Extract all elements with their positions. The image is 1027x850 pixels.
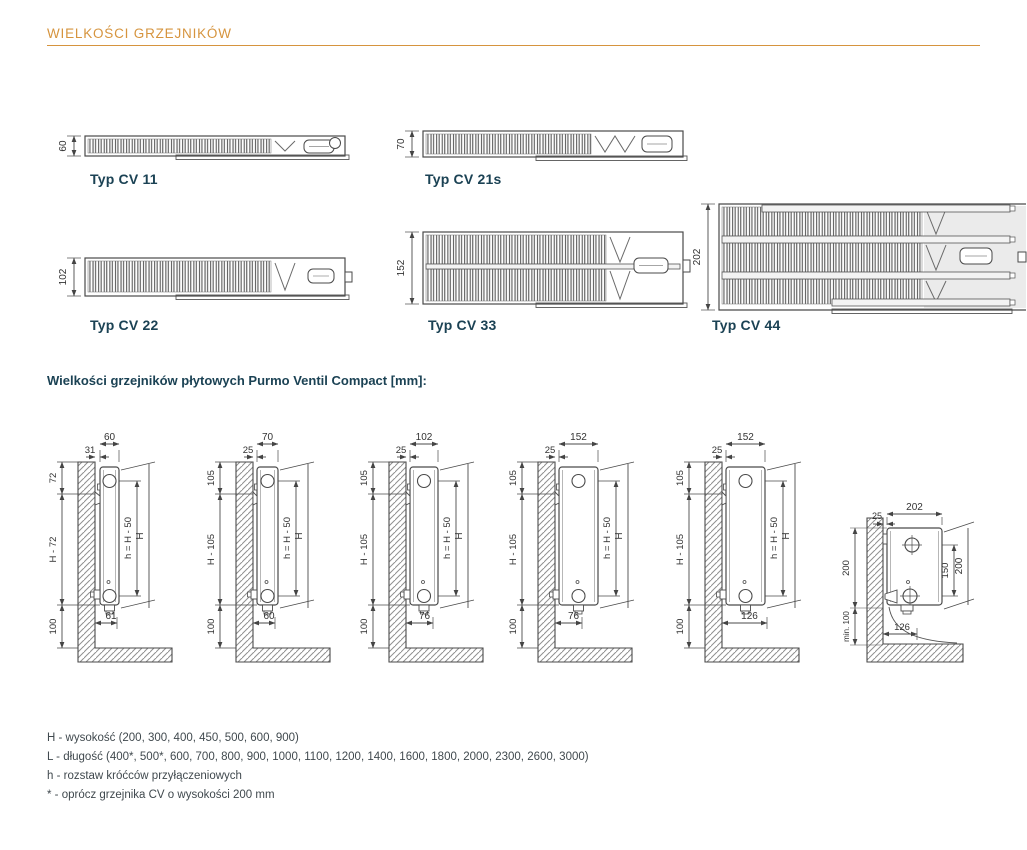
dimension-label: 60: [58, 140, 69, 152]
dimension-label: 105: [359, 470, 370, 486]
section-title: Wielkości grzejników płytowych Purmo Ventil Compact [mm]:: [47, 373, 427, 388]
dimension-label: 100: [675, 618, 686, 635]
dimension-label: 31: [84, 445, 96, 456]
dimension-label: H: [294, 532, 305, 540]
end-cap-circle: [330, 138, 341, 149]
dimension-label: h = H - 50: [282, 517, 293, 559]
corner-view-diagram: [841, 466, 1022, 691]
dimension-label: 152: [570, 432, 587, 443]
dimension-label: H - 105: [675, 533, 686, 566]
dimension-label: h = H - 50: [602, 517, 613, 559]
cross-section-cv22: [58, 254, 350, 318]
dimension-label: h = H - 50: [123, 517, 134, 559]
dimension-label: h = H - 50: [769, 517, 780, 559]
top-connection-circle: [418, 475, 431, 488]
dimension-label: H - 105: [508, 533, 519, 566]
dimension-label: H - 105: [359, 533, 370, 566]
type-label-cv21s: Typ CV 21s: [425, 171, 502, 187]
side-view-2: [206, 424, 364, 668]
legend-line-footnote: * - oprócz grzejnika CV o wysokości 200 mm: [47, 789, 275, 801]
top-connection-circle: [103, 475, 116, 488]
dimension-label: H - 72: [48, 536, 59, 563]
top-connection-circle: [739, 475, 752, 488]
dimension-label: 72: [48, 472, 59, 484]
dimension-label: 25: [711, 445, 723, 456]
dimension-label: 60: [103, 432, 116, 443]
dimension-label: H: [781, 532, 792, 540]
cross-section-diagram: [396, 228, 688, 322]
dimension-label: 61: [105, 611, 117, 622]
dimension-label: H: [454, 532, 465, 540]
dimension-label: 25: [871, 511, 883, 521]
bottom-connection-circle: [739, 590, 752, 603]
dimension-label: 70: [396, 138, 407, 150]
side-view-diagram: [508, 424, 666, 668]
dimension-label: H: [614, 532, 625, 540]
type-label-cv33: Typ CV 33: [428, 317, 497, 333]
side-view-diagram: [48, 424, 206, 668]
top-connection-circle: [261, 475, 274, 488]
dimension-label: 100: [359, 618, 370, 635]
bottom-connection-circle: [418, 590, 431, 603]
legend-line-length: L - długość (400*, 500*, 600, 700, 800, 900, 1000, 1100, 1200, 1400, 1600, 1800, 2000, 2300, 2600, 3000): [47, 751, 589, 763]
dimension-label: 105: [508, 470, 519, 486]
dimension-label: 76: [567, 611, 580, 622]
dimension-label: 100: [48, 618, 59, 635]
corner-view: [841, 466, 1022, 691]
dimension-label: 70: [261, 432, 274, 443]
legend: [47, 729, 589, 805]
side-view-diagram: [206, 424, 364, 668]
cross-section-diagram: [58, 254, 350, 318]
bottom-connection-circle: [261, 590, 274, 603]
dimension-label: H - 105: [206, 533, 217, 566]
type-label-cv22: Typ CV 22: [90, 317, 159, 333]
side-view-5: [675, 424, 833, 668]
dimension-label: 150: [940, 562, 951, 579]
dimension-label: 25: [242, 445, 254, 456]
legend-line-spacing: h - rozstaw króćców przyłączeniowych: [47, 770, 242, 782]
dimension-label: 126: [741, 611, 758, 622]
bottom-connection-circle: [572, 590, 585, 603]
dimension-label: 102: [58, 268, 69, 286]
dimension-label: 102: [415, 432, 433, 443]
side-view-4: [508, 424, 666, 668]
cross-section-cv44: [692, 200, 1027, 322]
dimension-label: 202: [906, 502, 923, 513]
dimension-label: 100: [508, 618, 519, 635]
title-underline: [47, 45, 980, 46]
dimension-label: 152: [737, 432, 754, 443]
dimension-label: H: [135, 532, 146, 540]
dimension-label: 25: [395, 445, 407, 456]
type-label-cv11: Typ CV 11: [90, 171, 158, 187]
legend-line-height: H - wysokość (200, 300, 400, 450, 500, 600, 900): [47, 732, 299, 744]
dimension-label: 152: [396, 259, 407, 277]
cross-section-diagram: [692, 200, 1027, 322]
dimension-label: 126: [894, 622, 910, 633]
dimension-label: 25: [544, 445, 556, 456]
dimension-label: 200: [954, 557, 965, 575]
side-view-diagram: [675, 424, 833, 668]
dimension-label: 105: [206, 470, 217, 486]
side-view-diagram: [359, 424, 517, 668]
dimension-label: 76: [418, 611, 431, 622]
side-view-1: [48, 424, 206, 668]
side-view-3: [359, 424, 517, 668]
top-connection-circle: [572, 475, 585, 488]
dimension-label: 202: [692, 248, 703, 266]
dimension-label: 100: [206, 618, 217, 635]
dimension-label: 105: [675, 470, 686, 486]
dimension-label: 60: [263, 611, 275, 622]
bottom-connection-circle: [103, 590, 116, 603]
dimension-label: 200: [841, 560, 852, 576]
page-title: WIELKOŚCI GRZEJNIKÓW: [47, 26, 232, 41]
dimension-label: h = H - 50: [442, 517, 453, 559]
type-label-cv44: Typ CV 44: [712, 317, 781, 333]
dimension-label: min. 100: [842, 611, 851, 642]
cross-section-cv33: [396, 228, 688, 322]
